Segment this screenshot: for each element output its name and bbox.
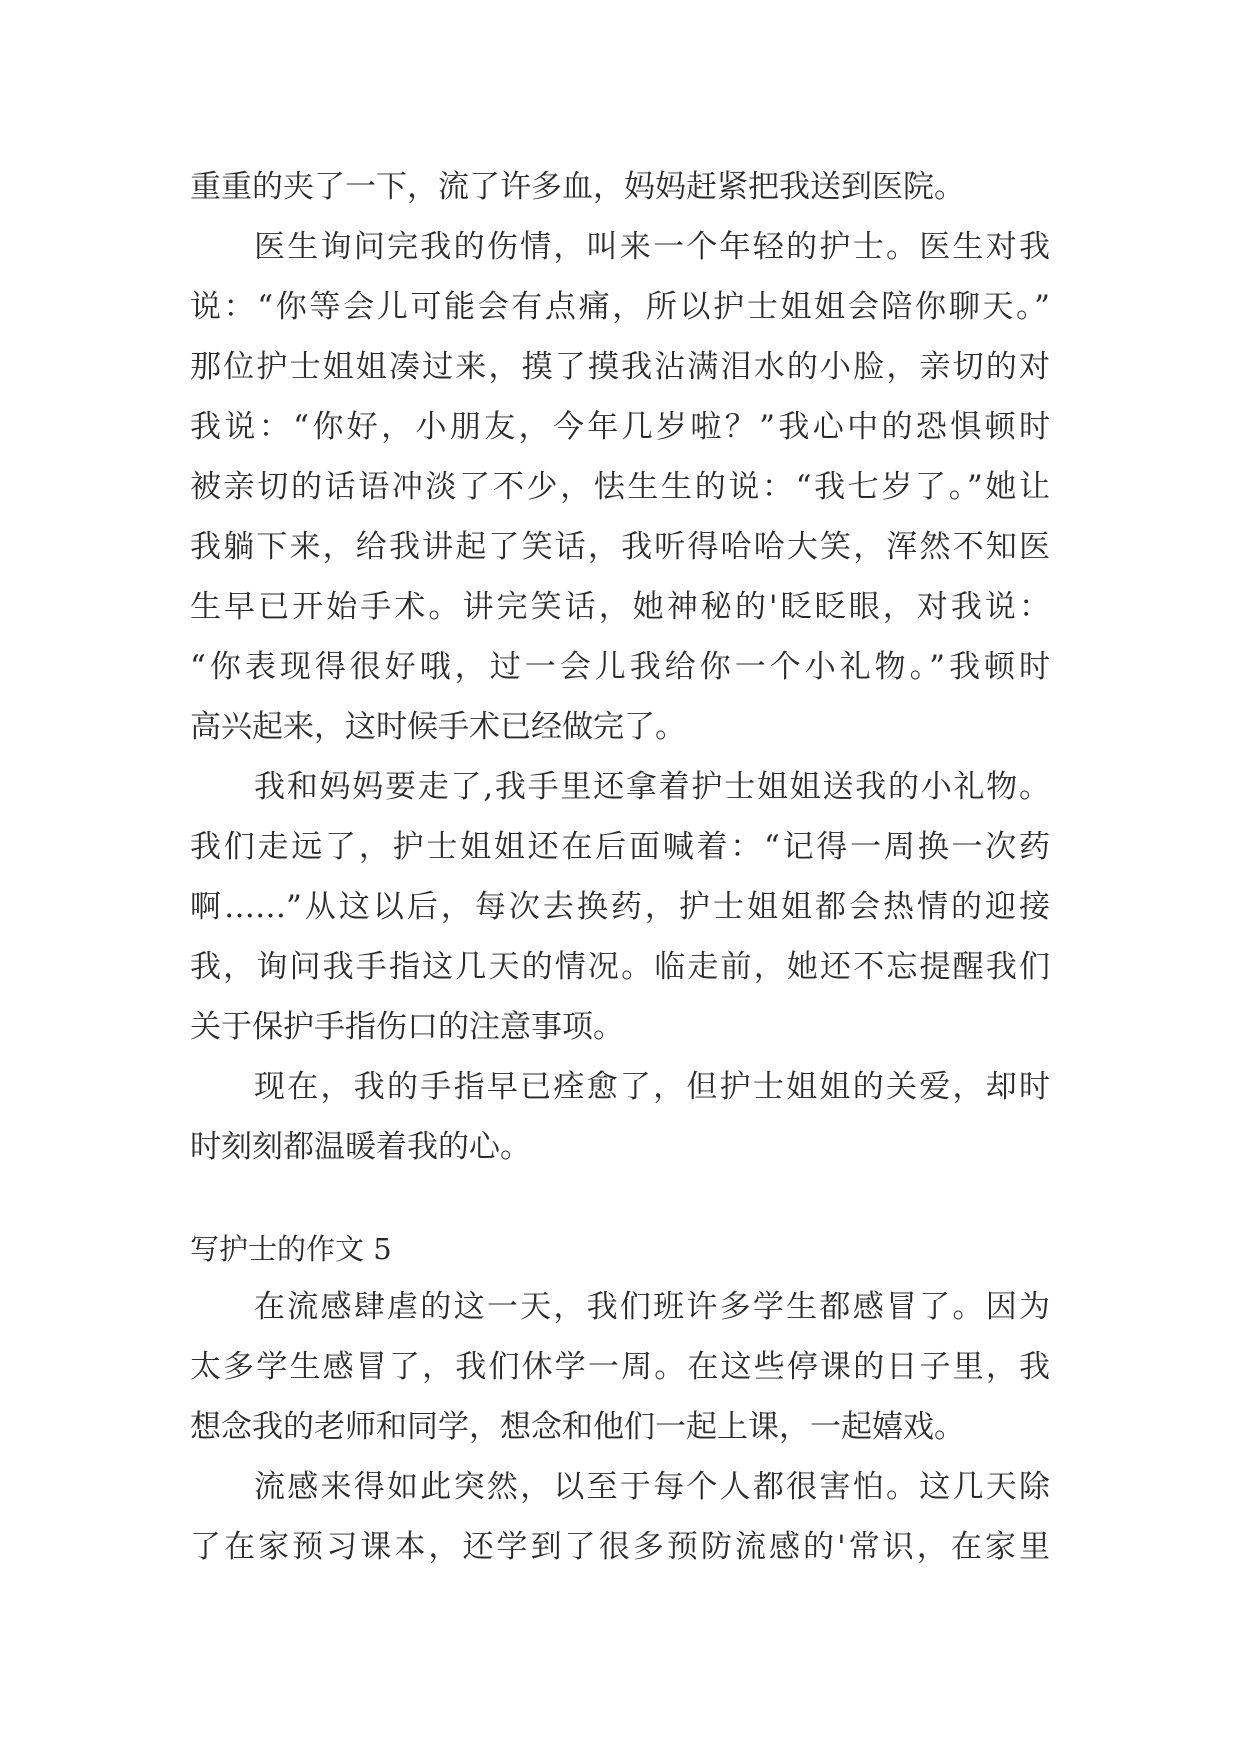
text-line: 在流感肆虐的这一天，我们班许多学生都感冒了。因为	[254, 1289, 1050, 1325]
text-line: 生早已开始手术。讲完笑话，她神秘的'眨眨眼，对我说：	[190, 589, 1050, 625]
text-line: “你表现得很好哦，过一会儿我给你一个小礼物。”我顿时	[190, 649, 1050, 685]
text-line: 想念我的老师和同学，想念和他们一起上课，一起嬉戏。	[190, 1409, 965, 1445]
text-line: 啊……”从这以后，每次去换药，护士姐姐都会热情的迎接	[190, 889, 1050, 925]
text-line: 我们走远了，护士姐姐还在后面喊着：“记得一周换一次药	[190, 829, 1050, 865]
text-line: 流感来得如此突然，以至于每个人都很害怕。这几天除	[254, 1469, 1050, 1505]
text-line: 关于保护手指伤口的注意事项。	[190, 1009, 624, 1045]
text-line: 重重的夹了一下，流了许多血，妈妈赶紧把我送到医院。	[190, 169, 965, 205]
text-line: 太多学生感冒了，我们休学一周。在这些停课的日子里，我	[190, 1349, 1050, 1385]
text-line: 那位护士姐姐凑过来，摸了摸我沾满泪水的小脸，亲切的对	[190, 349, 1050, 385]
text-line: 被亲切的话语冲淡了不少，怯生生的说：“我七岁了。”她让	[190, 469, 1050, 505]
text-line: 我和妈妈要走了,我手里还拿着护士姐姐送我的小礼物。	[254, 769, 1050, 805]
text-line: 我，询问我手指这几天的情况。临走前，她还不忘提醒我们	[190, 949, 1050, 985]
text-line: 高兴起来，这时候手术已经做完了。	[190, 709, 686, 745]
text-line: 时刻刻都温暖着我的心。	[190, 1129, 531, 1165]
text-line: 现在，我的手指早已痊愈了，但护士姐姐的关爱，却时	[254, 1069, 1050, 1105]
text-line: 我躺下来，给我讲起了笑话，我听得哈哈大笑，浑然不知医	[190, 529, 1050, 565]
section-title: 写护士的作文 5	[190, 1232, 392, 1266]
text-line: 医生询问完我的伤情，叫来一个年轻的护士。医生对我	[254, 229, 1050, 265]
text-line: 我说：“你好，小朋友，今年几岁啦？”我心中的恐惧顿时	[190, 409, 1050, 445]
text-line: 了在家预习课本，还学到了很多预防流感的'常识，在家里	[190, 1529, 1050, 1565]
text-line: 说：“你等会儿可能会有点痛，所以护士姐姐会陪你聊天。”	[190, 289, 1050, 325]
